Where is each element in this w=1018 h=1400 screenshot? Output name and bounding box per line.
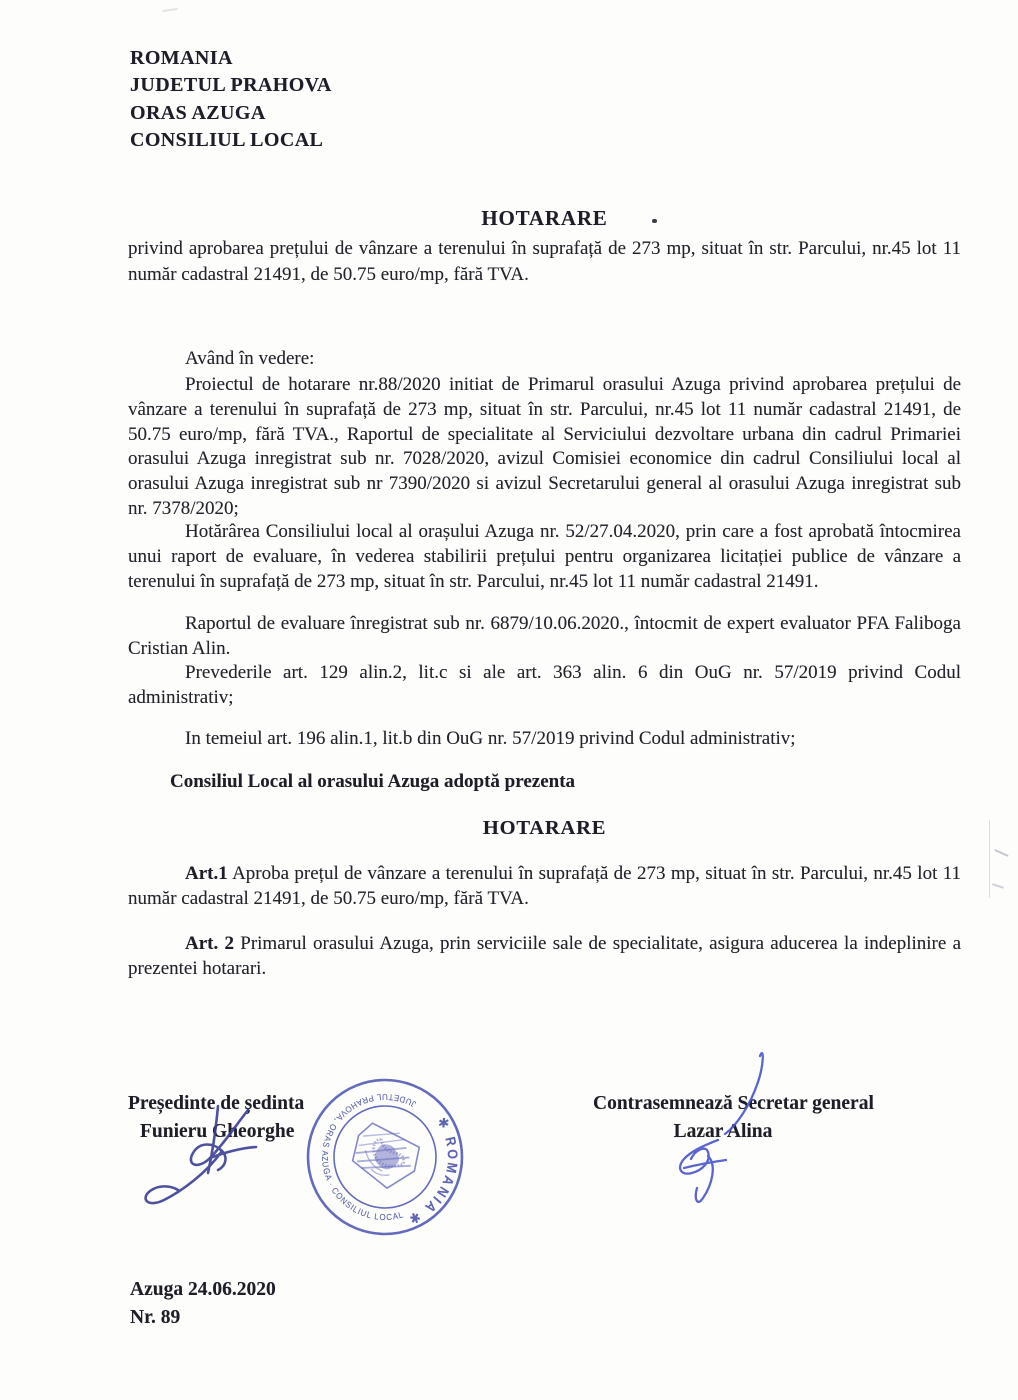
- scan-artifact-dot: [652, 219, 657, 223]
- article-1-label: Art.1: [185, 863, 228, 884]
- letterhead-line-council: CONSILIUL LOCAL: [130, 129, 324, 152]
- decision-title: HOTARARE: [482, 817, 607, 839]
- article-1-text: Aproba prețul de vânzare a terenului în suprafață de 273 mp, situat în str. Parcului, nr.45 lot 11 număr cadastral 21491, de 50.75 euro/mp, fără TVA.: [128, 863, 962, 909]
- decision-number: Nr. 89: [130, 1307, 181, 1328]
- document-subtitle: privind aprobarea prețului de vânzare a terenului în suprafață de 273 mp, situat în str. Parcului, nr.45 lot 11 număr cadastral 21491, de 50.75 euro/mp, fără TVA.: [128, 238, 961, 285]
- letterhead-line-county: JUDETUL PRAHOVA: [130, 74, 332, 97]
- president-role: Președinte de ședinta: [128, 1093, 305, 1114]
- stamp-ring-text: JUDETUL PRAHOVA, ORAS AZUGA · CONSILIUL LOCAL: [319, 1091, 418, 1223]
- article-1: [128, 862, 961, 912]
- letterhead: [130, 45, 332, 155]
- article-2-text: Primarul orasului Azuga, prin serviciile sale de specialitate, asigura aducerea la indeplinire a prezentei hotarari.: [128, 933, 961, 979]
- letterhead-line-town: ORAS AZUGA: [130, 101, 266, 124]
- legal-basis-line: In temeiul art. 196 alin.1, lit.b din OuG nr. 57/2019 privind Codul administrativ;: [185, 728, 796, 749]
- recital-2: Hotărârea Consiliului local al orașului Azuga nr. 52/27.04.2020, prin care a fost aprobată întocmirea unui raport de evaluare, în vederea stabilirii prețului pentru organizarea licitației publice de vânzare a terenului în suprafață de 273 mp, situat în str. Parcului, nr.45 lot 11 număr cadastral 21491.: [128, 521, 961, 592]
- scan-fold-line: [989, 820, 990, 898]
- secretary-name: Lazar Alina: [673, 1121, 773, 1142]
- footer-block: [130, 1276, 276, 1332]
- document-title: HOTARARE: [481, 206, 608, 230]
- president-handwritten-signature: [130, 1100, 380, 1250]
- president-name: Funieru Gheorghe: [140, 1121, 295, 1142]
- place-and-date: Azuga 24.06.2020: [130, 1279, 276, 1300]
- secretary-role: Contrasemnează Secretar general: [593, 1093, 874, 1114]
- recital-3: Raportul de evaluare înregistrat sub nr. 6879/10.06.2020., întocmit de expert evaluator PFA Faliboga Cristian Alin.: [128, 613, 961, 659]
- scan-artifact-mark: [994, 849, 1009, 857]
- article-2: [128, 932, 961, 982]
- secretary-handwritten-signature: [640, 1038, 800, 1218]
- recital-4: Prevederile art. 129 alin.2, lit.c si ale art. 363 alin. 6 din OuG nr. 57/2019 privind Codul administrativ;: [128, 662, 961, 708]
- article-2-label: Art. 2: [185, 933, 234, 954]
- scan-artifact-mark: [992, 883, 1004, 889]
- adoption-line: Consiliul Local al orasului Azuga adoptă prezenta: [170, 771, 576, 792]
- stamp-country-text: ✱ ROMANIA ✱: [402, 1114, 462, 1230]
- recital-1: Proiectul de hotarare nr.88/2020 initiat de Primarul orasului Azuga privind aprobarea prețului de vânzare a terenului în suprafață de 273 mp, situat în str. Parcului, nr.45 lot 11 număr cadastral 21491, de 50.75 euro/mp, fără TVA., Raportul de specialitate al Serviciului dezvoltare urbana din cadrul Primariei orasului Azuga inregistrat sub nr. 7028/2020, avizul Comisiei economice din cadrul Consiliului local al orasului Azuga inregistrat sub nr 7390/2020 si avizul Secretarului general al orasului Azuga inregistrat sub nr. 7378/2020;: [128, 374, 961, 519]
- letterhead-line-country: ROMANIA: [130, 47, 233, 69]
- scan-smudge: [162, 8, 178, 12]
- having-regard-line: Având în vedere:: [185, 348, 315, 369]
